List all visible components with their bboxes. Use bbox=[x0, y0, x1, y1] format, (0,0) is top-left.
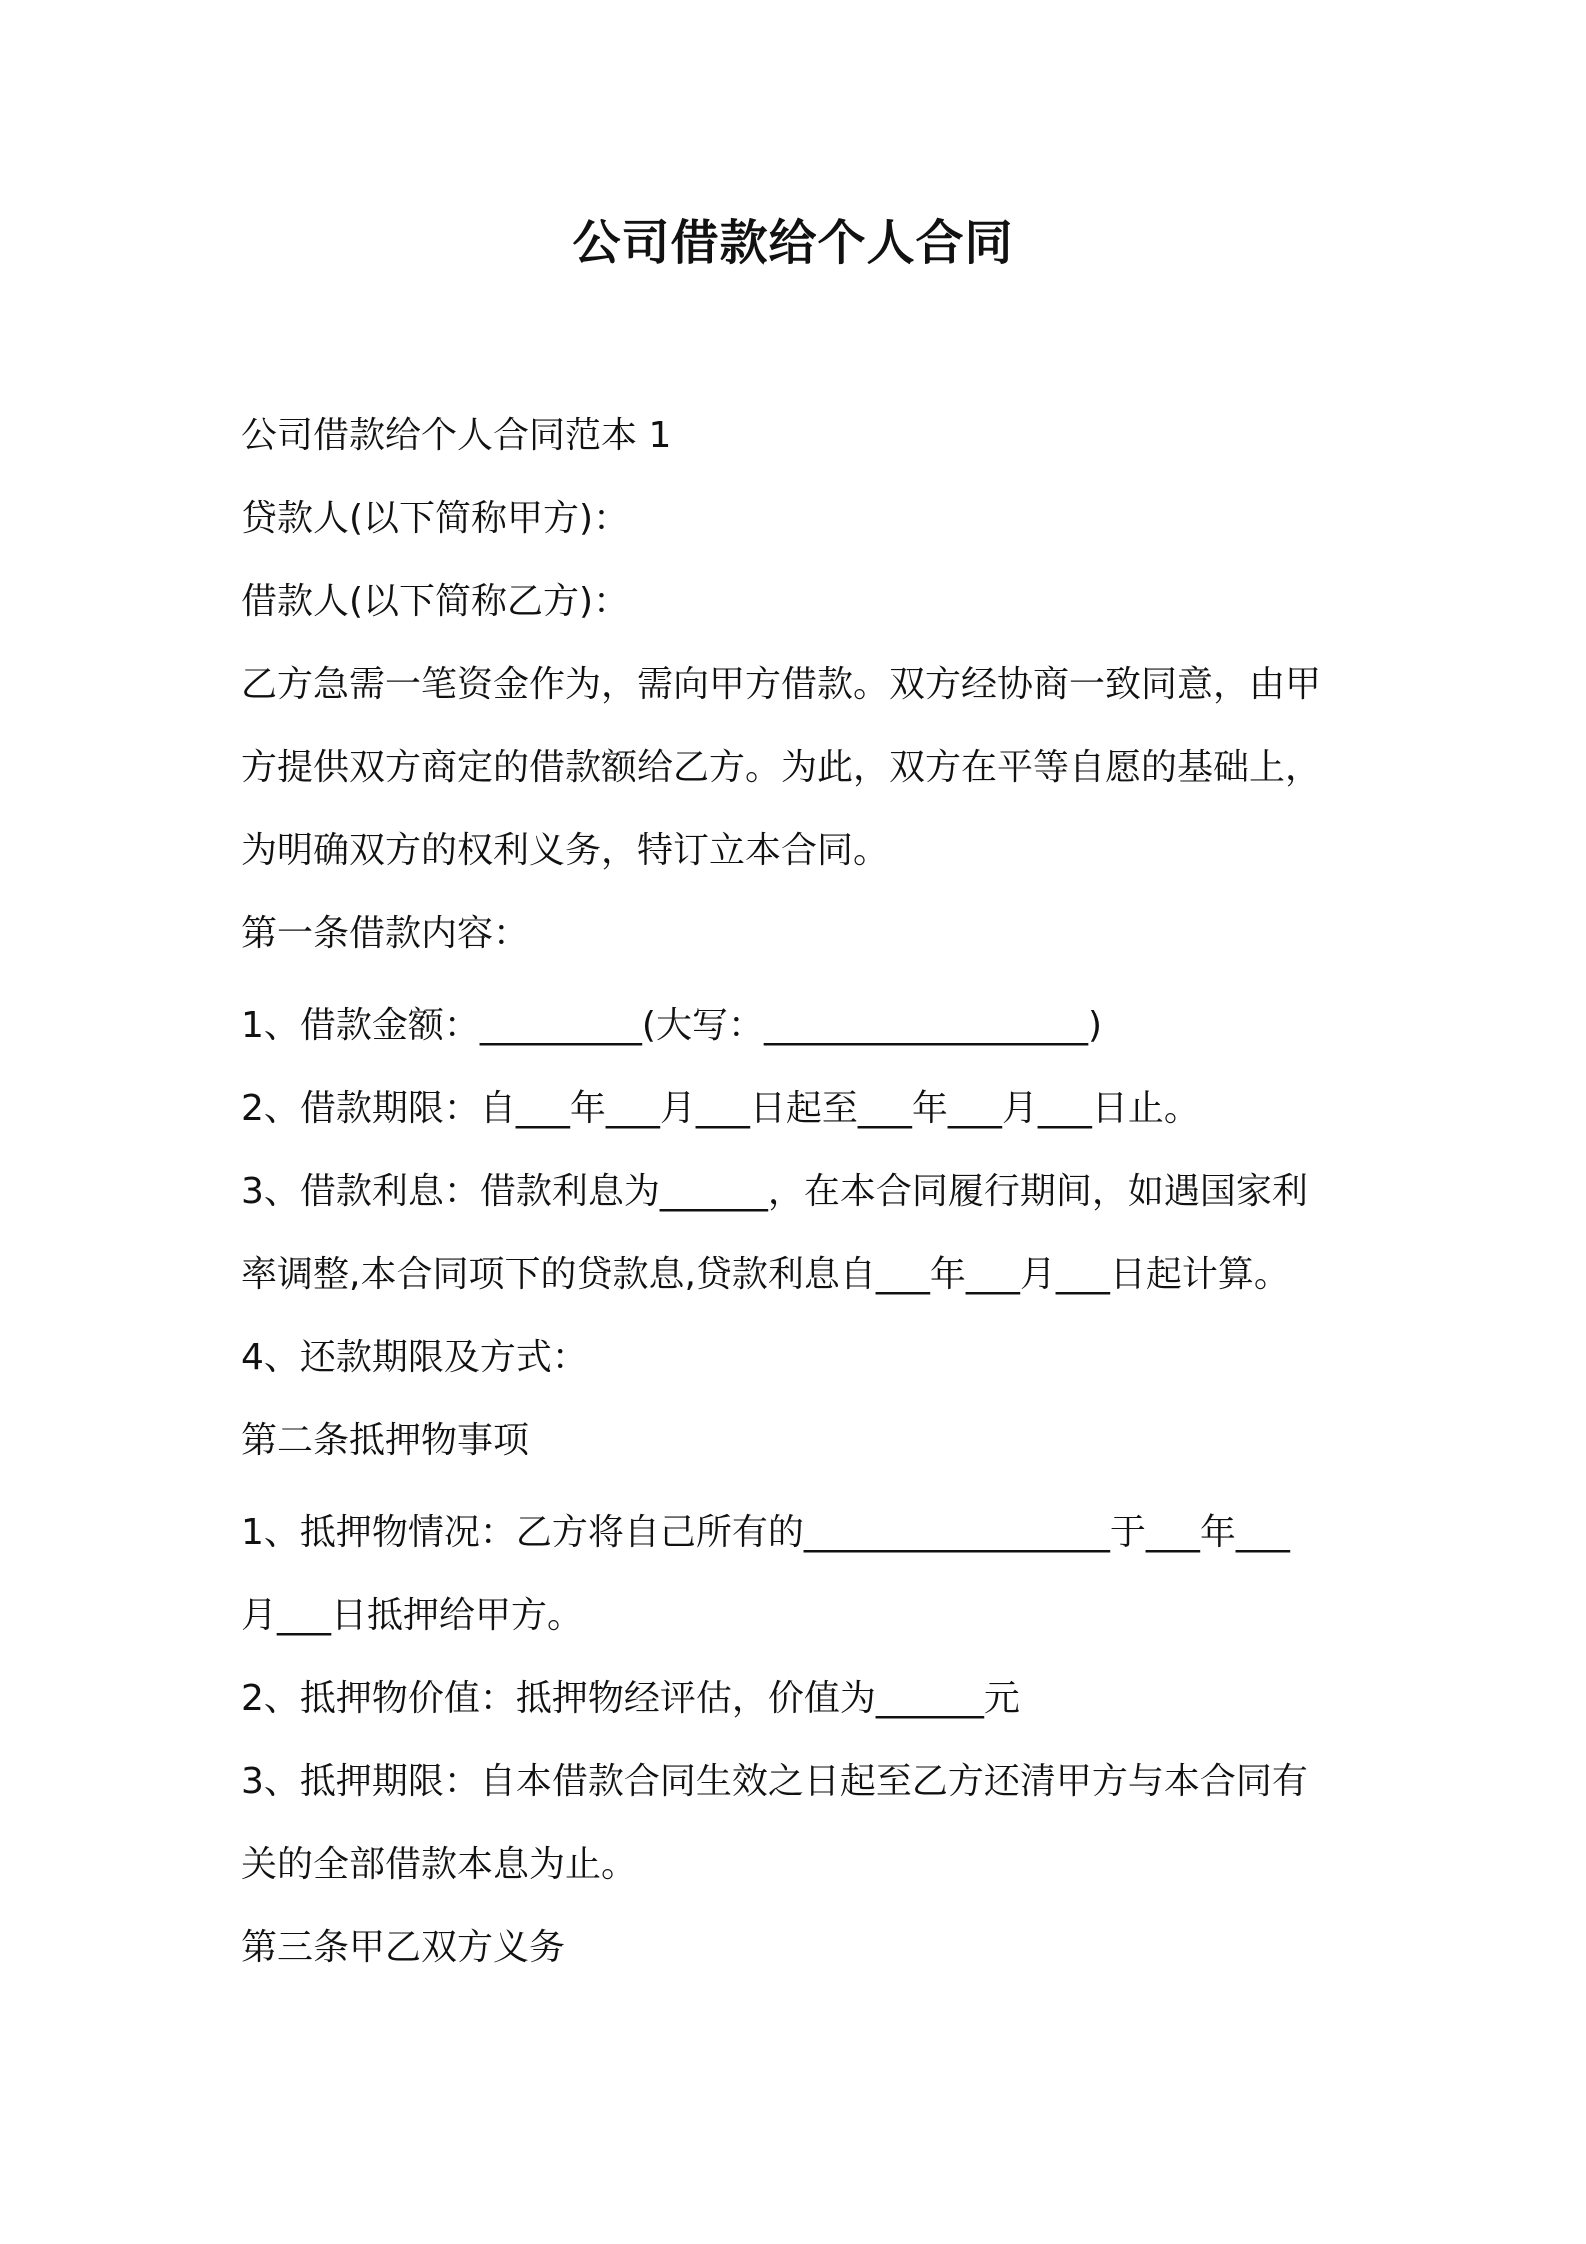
loan-term-line: 2、借款期限：自___年___月___日起至___年___月___日止。 bbox=[241, 1088, 1200, 1129]
article-1-heading: 第一条借款内容： bbox=[241, 913, 530, 954]
collateral-term-line-2: 关的全部借款本息为止。 bbox=[241, 1844, 638, 1885]
collateral-status-line-1: 1、抵押物情况：乙方将自己所有的_________________于___年___ bbox=[241, 1512, 1290, 1553]
loan-interest-line-2: 率调整,本合同项下的贷款息,贷款利息自___年___月___日起计算。 bbox=[241, 1254, 1290, 1295]
loan-interest-line-1: 3、借款利息：借款利息为______，在本合同履行期间，如遇国家利 bbox=[241, 1171, 1308, 1212]
collateral-value-line: 2、抵押物价值：抵押物经评估，价值为______元 bbox=[241, 1678, 1020, 1719]
sample-heading: 公司借款给个人合同范本 1 bbox=[241, 415, 672, 456]
article-3-heading: 第三条甲乙双方义务 bbox=[241, 1927, 566, 1968]
document-title: 公司借款给个人合同 bbox=[572, 215, 1014, 271]
collateral-term-line-1: 3、抵押期限：自本借款合同生效之日起至乙方还清甲方与本合同有 bbox=[241, 1761, 1308, 1802]
loan-amount-line: 1、借款金额：_________(大写：__________________) bbox=[241, 1005, 1102, 1046]
collateral-status-line-2: 月___日抵押给甲方。 bbox=[241, 1595, 584, 1636]
article-2-heading: 第二条抵押物事项 bbox=[241, 1420, 530, 1461]
intro-paragraph-line-1: 乙方急需一笔资金作为，需向甲方借款。双方经协商一致同意，由甲 bbox=[241, 664, 1322, 705]
intro-paragraph-line-3: 为明确双方的权利义务，特订立本合同。 bbox=[241, 830, 890, 871]
intro-paragraph-line-2: 方提供双方商定的借款额给乙方。为此，双方在平等自愿的基础上， bbox=[241, 747, 1322, 788]
lender-line: 贷款人(以下简称甲方)： bbox=[241, 498, 630, 539]
borrower-line: 借款人(以下简称乙方)： bbox=[241, 581, 630, 622]
repayment-line: 4、还款期限及方式： bbox=[241, 1337, 588, 1378]
